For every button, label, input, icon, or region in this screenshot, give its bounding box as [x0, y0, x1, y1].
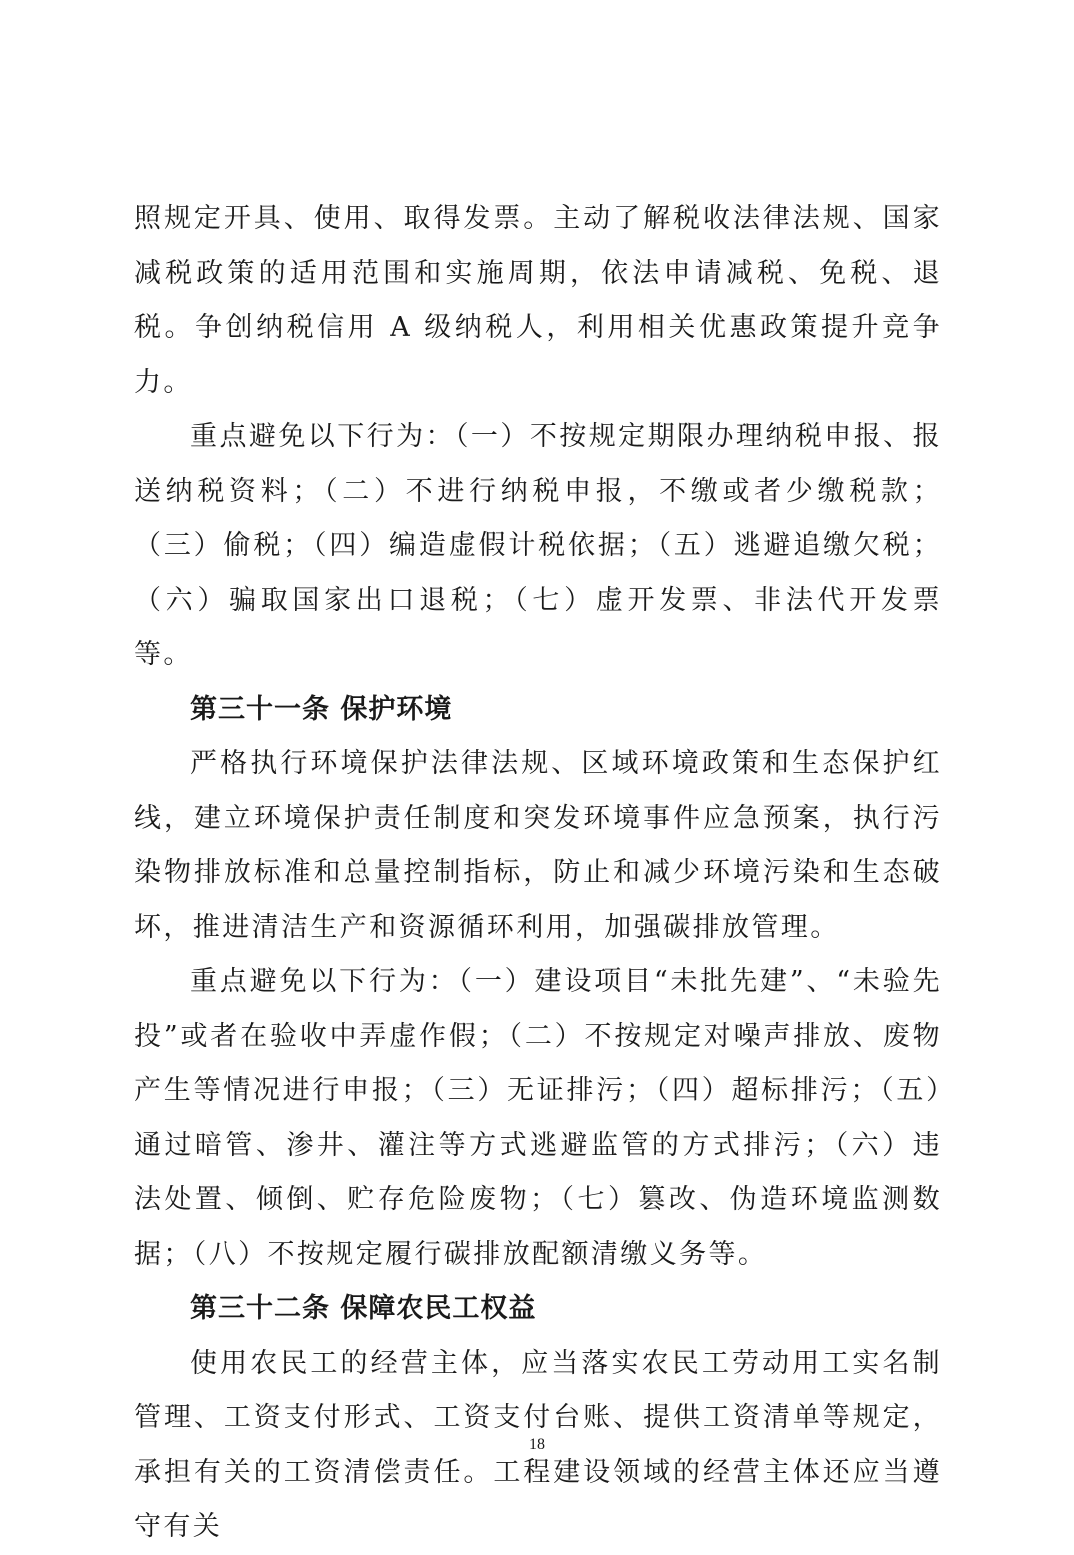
- paragraph-environment-duty: 严格执行环境保护法律法规、区域环境政策和生态保护红线，建立环境保护责任制度和突发环境事件应急预案，执行污染物排放标准和总量控制指标，防止和减少环境污染和生态破坏，推进清洁生产和资源循环利用，加强碳排放管理。: [134, 748, 942, 943]
- paragraph-tax-prohibited: 重点避免以下行为：（一）不按规定期限办理纳税申报、报送纳税资料；（二）不进行纳税申报，不缴或者少缴税款；（三）偷税；（四）编造虚假计税依据；（五）逃避追缴欠税；（六）骗取国家出口退税；（七）虚开发票、非法代开发票等。: [134, 421, 942, 670]
- paragraph-migrant-workers: 使用农民工的经营主体，应当落实农民工劳动用工实名制管理、工资支付形式、工资支付台账、提供工资清单等规定，承担有关的工资清偿责任。工程建设领域的经营主体还应当遵守有关: [134, 1347, 942, 1542]
- body-text: [134, 192, 942, 1555]
- article-32-heading: 第三十二条 保障农民工权益: [190, 1293, 537, 1324]
- page-number: 18: [529, 1436, 545, 1453]
- paragraph-environment-prohibited: 重点避免以下行为：（一）建设项目“未批先建”、“未验先投”或者在验收中弄虚作假；（二）不按规定对噪声排放、废物产生等情况进行申报；（三）无证排污；（四）超标排污；（五）通过暗管、渗井、灌注等方式逃避监管的方式排污；（六）违法处置、倾倒、贮存危险废物；（七）篡改、伪造环境监测数据；（八）不按规定履行碳排放配额清缴义务等。: [134, 966, 942, 1270]
- article-31-heading: 第三十一条 保护环境: [190, 693, 453, 725]
- paragraph-tax-intro: 照规定开具、使用、取得发票。主动了解税收法律法规、国家减税政策的适用范围和实施周期，依法申请减税、免税、退税。争创纳税信用 A 级纳税人，利用相关优惠政策提升竞争力。: [134, 203, 942, 398]
